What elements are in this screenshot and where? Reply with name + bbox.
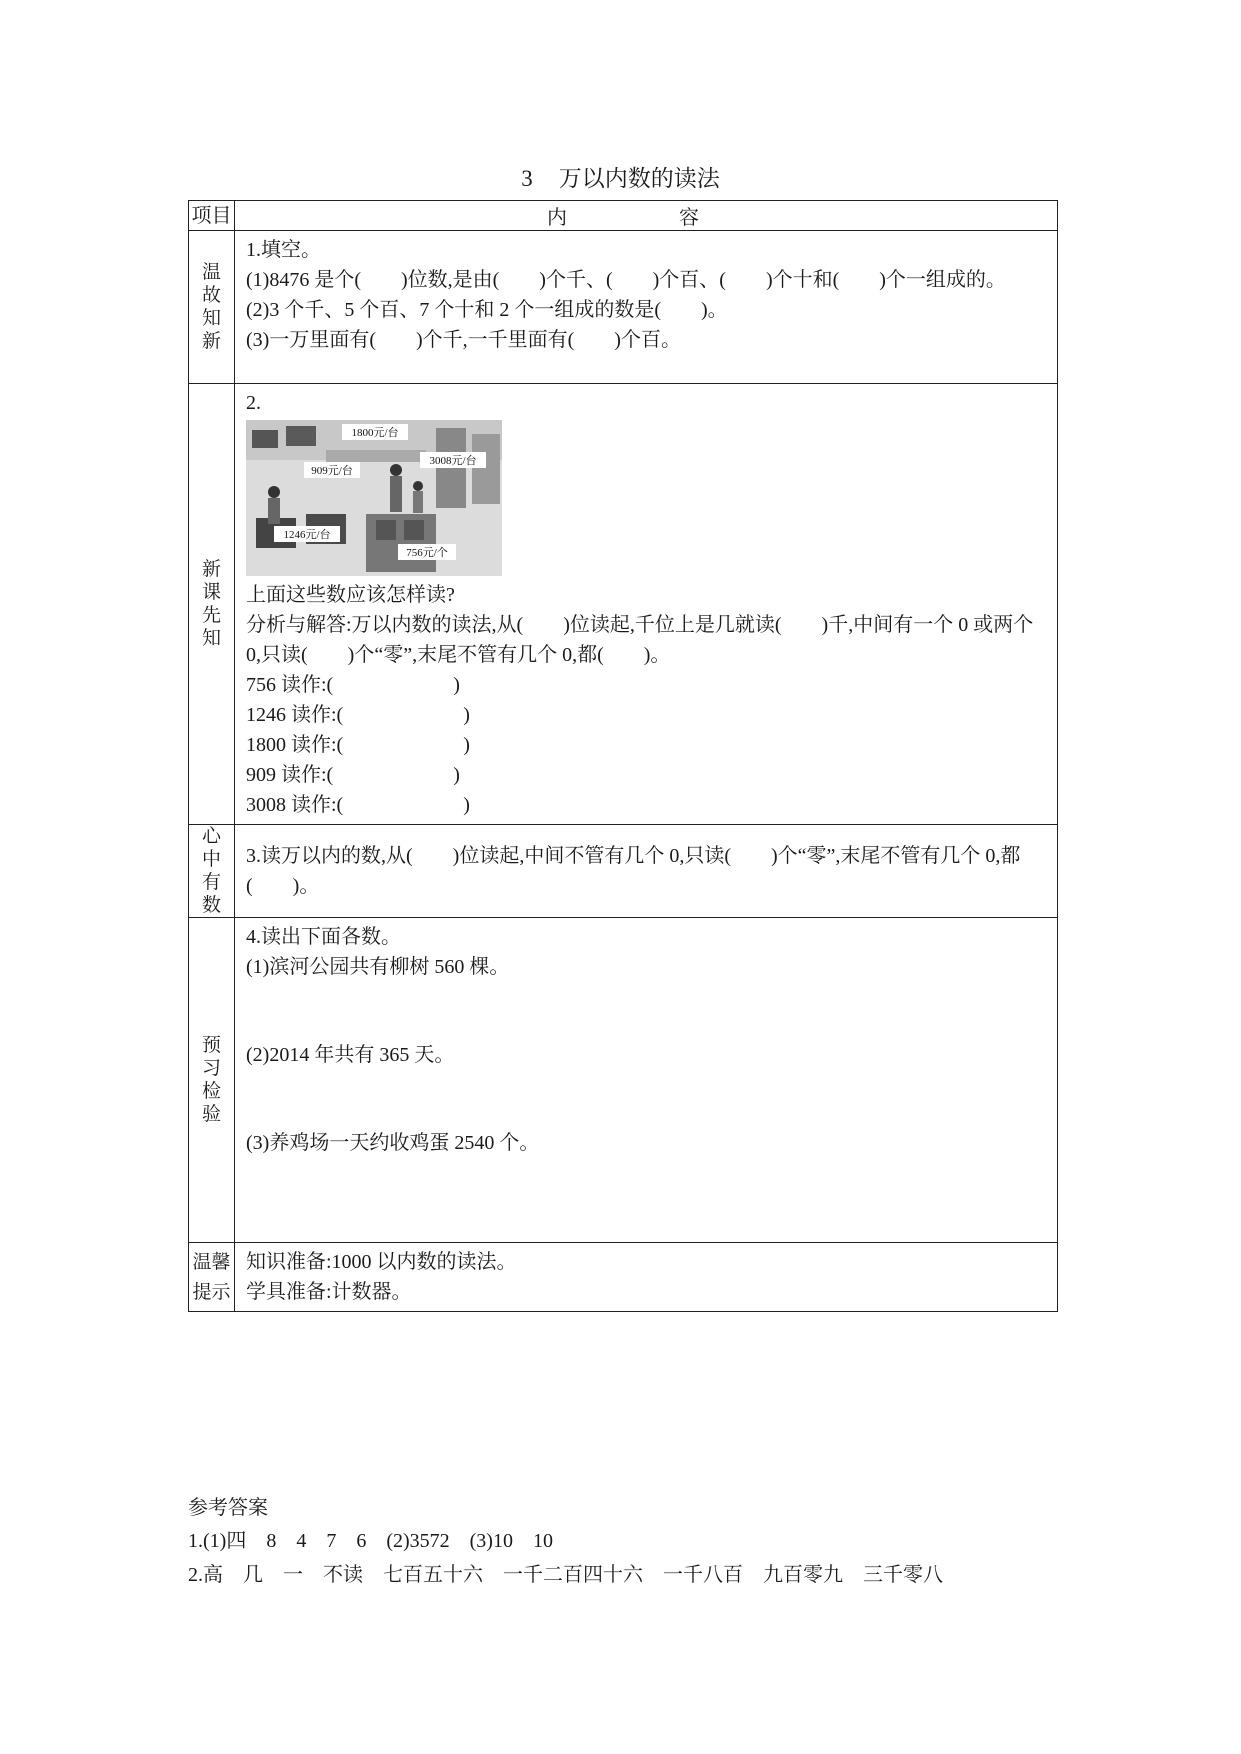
answer-line: 1246 读作:( ) (246, 704, 470, 726)
answers-line-2: 2.高 几 一 不读 七百五十六 一千二百四十六 一千八百 九百零九 三千零八 (188, 1564, 943, 1586)
reference-answers (188, 1490, 943, 1592)
question-line: (3)一万里面有( )个千,一千里面有( )个百。 (246, 329, 681, 351)
question-line: 分析与解答:万以内数的读法,从( )位读起,千位上是几就读( )千,中间有一个 0 或两个 0,只读( )个“零”,末尾不管有几个 0,都( )。 (246, 614, 1034, 666)
question-line: (3)养鸡场一天约收鸡蛋 2540 个。 (246, 1132, 540, 1154)
price-label: 909元/台 (311, 465, 353, 477)
section-content-preview-check (235, 918, 1058, 1243)
table-header-row (189, 201, 1058, 231)
question-line: (1)8476 是个( )位数,是由( )个千、( )个百、( )个十和( )个一组成的。 (246, 269, 1006, 291)
question-line: (1)滨河公园共有柳树 560 棵。 (246, 956, 510, 978)
answers-line-1: 1.(1)四 8 4 7 6 (2)3572 (3)10 10 (188, 1530, 553, 1552)
lesson-number: 3 (521, 166, 533, 191)
section-label-tips-1: 温馨 (192, 1251, 231, 1273)
answer-line: 3008 读作:( ) (246, 794, 470, 816)
section-label-summary: 心中有数 (201, 825, 221, 916)
question-line: 上面这些数应该怎样读? (246, 584, 455, 606)
section-summary (189, 825, 1058, 918)
section-new-lesson (189, 384, 1058, 825)
store-illustration (246, 420, 502, 576)
page-title (0, 160, 1241, 193)
header-content: 内 容 (235, 201, 1058, 231)
section-content-tips (235, 1243, 1058, 1312)
answer-line: 909 读作:( ) (246, 764, 460, 786)
answers-title: 参考答案 (188, 1495, 268, 1519)
question-line: 3.读万以内的数,从( )位读起,中间不管有几个 0,只读( )个“零”,末尾不管有几个 0,都( )。 (246, 845, 1021, 897)
price-label: 756元/个 (406, 547, 448, 559)
answer-line: 756 读作:( ) (246, 674, 460, 696)
section-content-new-lesson (235, 384, 1058, 825)
price-label: 1246元/台 (283, 529, 331, 541)
section-label-new-lesson: 新课先知 (201, 558, 221, 649)
lesson-table (188, 200, 1058, 1312)
question-number: 2. (246, 392, 261, 414)
lesson-title: 万以内数的读法 (558, 166, 720, 192)
section-preview-check (189, 918, 1058, 1243)
answer-line: 1800 读作:( ) (246, 734, 470, 756)
question-line: (2)3 个千、5 个百、7 个十和 2 个一组成的数是( )。 (246, 299, 728, 321)
section-label-tips-2: 提示 (192, 1281, 231, 1303)
tip-line: 学具准备:计数器。 (246, 1281, 412, 1303)
question-line: (2)2014 年共有 365 天。 (246, 1044, 455, 1066)
price-label: 3008元/台 (429, 455, 477, 467)
section-tips (189, 1243, 1058, 1312)
tip-line: 知识准备:1000 以内数的读法。 (246, 1251, 517, 1273)
price-label: 1800元/台 (351, 427, 399, 439)
question-line: 4.读出下面各数。 (246, 926, 401, 948)
section-content-review (235, 231, 1058, 384)
question-line: 1.填空。 (246, 239, 321, 261)
section-label-review: 温故知新 (201, 261, 221, 352)
section-label-preview-check: 预习检验 (201, 1034, 221, 1125)
header-item: 项目 (189, 201, 235, 231)
section-review (189, 231, 1058, 384)
section-content-summary (235, 825, 1058, 918)
